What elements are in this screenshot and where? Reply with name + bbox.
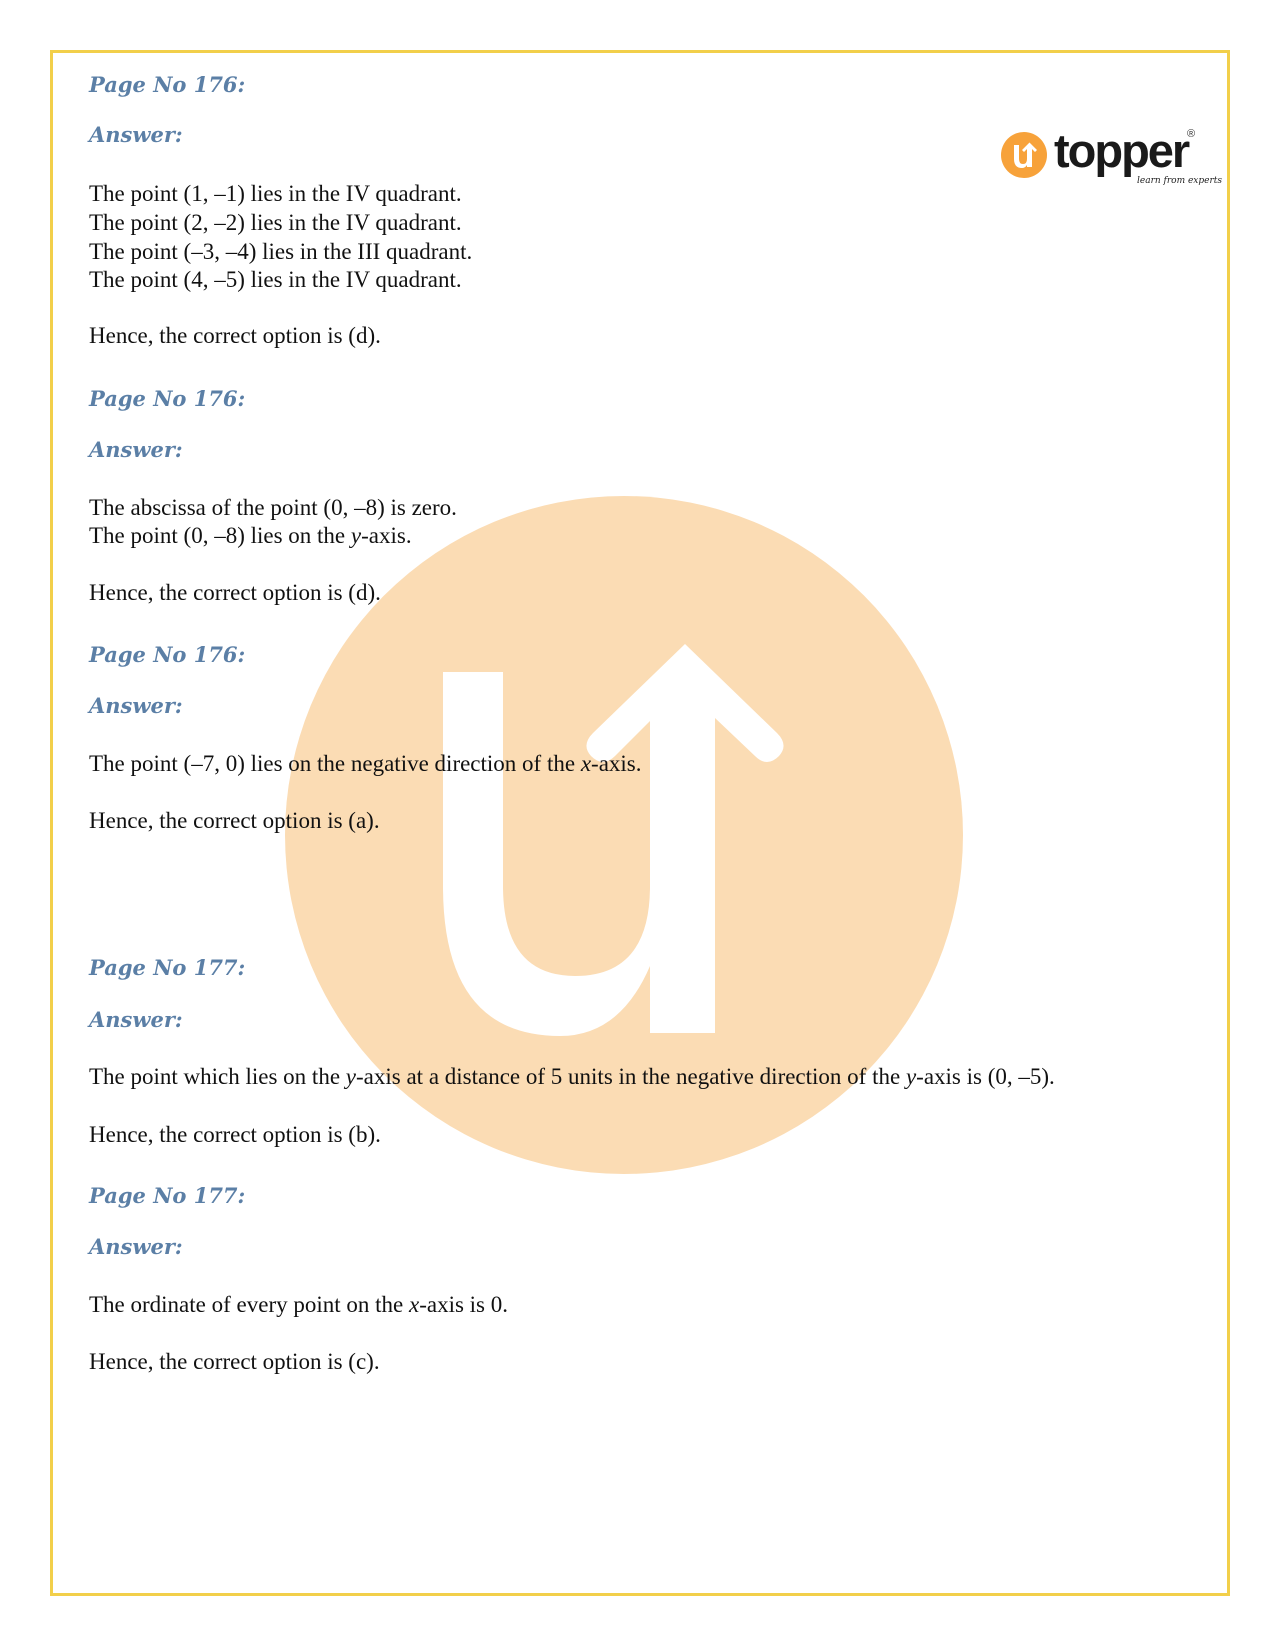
- registered-mark: ®: [1187, 128, 1196, 140]
- answer-line: The point (–3, –4) lies in the III quadrant.: [89, 239, 473, 264]
- answer-conclusion: Hence, the correct option is (c).: [89, 1349, 380, 1374]
- topper-tagline: learn from experts: [1137, 176, 1223, 186]
- answer-line: The point which lies on the y-axis at a distance of 5 units in the negative direction of the y-axis is (0, –5).: [89, 1064, 1055, 1089]
- answer-conclusion: Hence, the correct option is (d).: [89, 580, 381, 605]
- answer-line: The point (4, –5) lies in the IV quadrant.: [89, 267, 462, 292]
- answer-heading: Answer:: [89, 1007, 183, 1032]
- answer-heading: Answer:: [89, 122, 183, 147]
- topper-logo: [1001, 124, 1223, 190]
- answer-conclusion: Hence, the correct option is (d).: [89, 323, 381, 348]
- page-number-heading: Page No 177:: [89, 955, 246, 980]
- page-number-heading: Page No 177:: [89, 1183, 246, 1208]
- answer-line: The abscissa of the point (0, –8) is zero.: [89, 495, 457, 520]
- answer-conclusion: Hence, the correct option is (b).: [89, 1122, 381, 1147]
- page-number-heading: Page No 176:: [89, 642, 246, 667]
- answer-line: The point (2, –2) lies in the IV quadrant.: [89, 210, 462, 235]
- page-number-heading: Page No 176:: [89, 72, 246, 97]
- answer-heading: Answer:: [89, 437, 183, 462]
- answer-heading: Answer:: [89, 1234, 183, 1259]
- answer-line: The point (0, –8) lies on the y-axis.: [89, 523, 412, 548]
- answer-conclusion: Hence, the correct option is (a).: [89, 808, 380, 833]
- answer-line: The point (–7, 0) lies on the negative direction of the x-axis.: [89, 751, 642, 776]
- answer-line: The ordinate of every point on the x-axis is 0.: [89, 1292, 509, 1317]
- answer-line: The point (1, –1) lies in the IV quadrant.: [89, 181, 462, 206]
- answer-heading: Answer:: [89, 693, 183, 718]
- page-number-heading: Page No 176:: [89, 386, 246, 411]
- topper-logo-u-icon: [1001, 132, 1047, 178]
- topper-wordmark: topper: [1054, 124, 1189, 177]
